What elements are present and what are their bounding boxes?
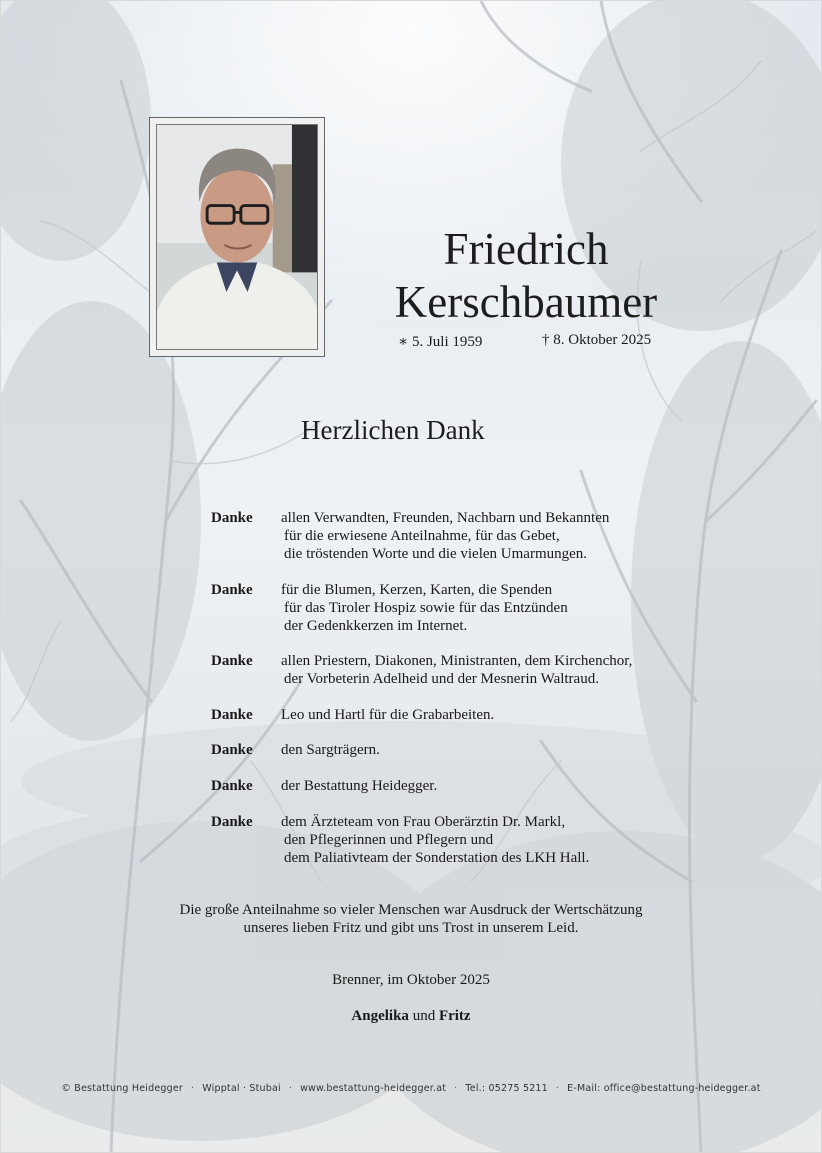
thanks-word: Danke — [211, 510, 253, 526]
closing-text — [1, 901, 821, 937]
thanks-line: dem Paliativteam der Sonderstation des LKH Hall. — [284, 850, 590, 866]
thanks-text — [281, 813, 589, 867]
thanks-line: der Bestattung Heidegger. — [281, 778, 438, 794]
footer-phone: Tel.: 05275 5211 — [465, 1083, 548, 1094]
thanks-word: Danke — [211, 814, 253, 830]
thanks-text — [281, 741, 380, 759]
place-date: Brenner, im Oktober 2025 — [332, 972, 490, 988]
portrait-photo-icon — [157, 125, 317, 349]
thanks-word: Danke — [211, 582, 253, 598]
thanks-word: Danke — [211, 742, 253, 758]
closing-line: Die große Anteilnahme so vieler Menschen war Ausdruck der Wertschätzung — [179, 902, 643, 918]
signer-name: Fritz — [438, 1008, 471, 1024]
thanks-text — [281, 581, 568, 635]
footer-company: © Bestattung Heidegger — [61, 1083, 183, 1094]
thanks-line: dem Ärzteteam von Frau Oberärztin Dr. Markl, — [281, 814, 566, 830]
thanks-line: für die erwiesene Anteilnahme, für das Gebet, — [284, 528, 560, 544]
thanks-line: für das Tiroler Hospiz sowie für das Entzünden — [284, 600, 568, 616]
portrait-frame — [149, 117, 325, 357]
thanks-word: Danke — [211, 653, 253, 669]
footer-separator: · — [191, 1083, 195, 1094]
thanks-heading: Herzlichen Dank — [301, 415, 485, 445]
signer-name: Angelika — [351, 1008, 409, 1024]
footer-separator: · — [288, 1083, 293, 1094]
footer — [1, 1083, 821, 1094]
thanks-text — [281, 706, 494, 724]
footer-email-link[interactable]: E-Mail: office@bestattung-heidegger.at — [567, 1083, 761, 1094]
closing-line: unseres lieben Fritz und gibt uns Trost in unserem Leid. — [243, 920, 579, 936]
thanks-line: der Vorbeterin Adelheid und der Mesnerin Waltraud. — [284, 671, 599, 687]
thanks-word: Danke — [211, 778, 253, 794]
thanks-line: die tröstenden Worte und die vielen Umarmungen. — [284, 546, 588, 562]
thanks-text — [281, 652, 632, 688]
thanks-line: allen Priestern, Diakonen, Ministranten, dem Kirchenchor, — [281, 653, 633, 669]
thanks-line: den Sargträgern. — [281, 742, 380, 758]
thanks-line: allen Verwandten, Freunden, Nachbarn und Bekannten — [281, 510, 610, 526]
death-date: † 8. Oktober 2025 — [542, 332, 652, 348]
footer-region: Wipptal · Stubai — [202, 1083, 281, 1094]
signer-and: und — [412, 1008, 436, 1024]
signature — [1, 1007, 821, 1025]
thanks-line: Leo und Hartl für die Grabarbeiten. — [281, 707, 495, 723]
thanks-line: für die Blumen, Kerzen, Karten, die Spenden — [281, 582, 553, 598]
portrait-photo — [156, 124, 318, 350]
thanks-text — [281, 777, 437, 795]
footer-website-link[interactable]: www.bestattung-heidegger.at — [300, 1083, 447, 1094]
footer-separator: · — [555, 1083, 560, 1094]
deceased-first-name: Friedrich — [443, 224, 609, 274]
deceased-last-name: Kerschbaumer — [394, 277, 658, 327]
thanks-text — [281, 509, 609, 563]
footer-separator: · — [454, 1083, 458, 1094]
thanks-word: Danke — [211, 707, 253, 723]
birth-date: ∗ 5. Juli 1959 — [398, 334, 483, 350]
thanks-line: den Pflegerinnen und Pflegern und — [284, 832, 494, 848]
thanks-line: der Gedenkkerzen im Internet. — [284, 618, 468, 634]
